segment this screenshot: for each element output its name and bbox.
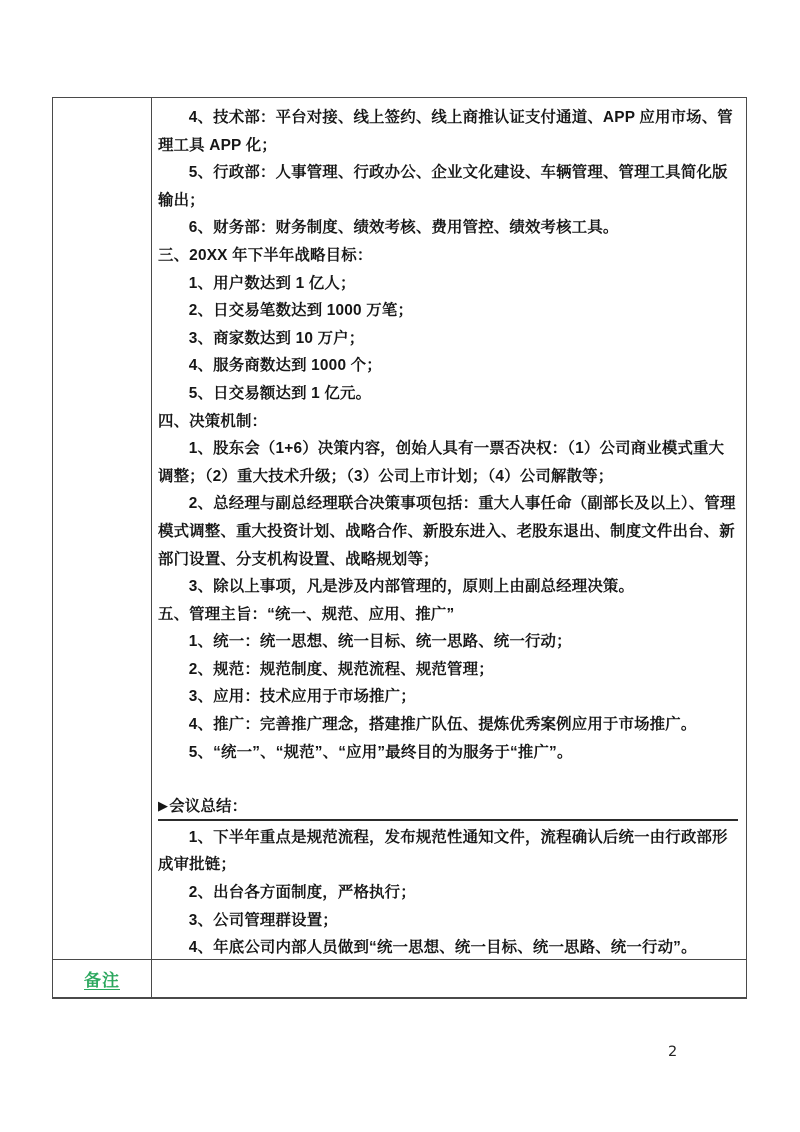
content-paragraph: 4、推广：完善推广理念，搭建推广队伍、提炼优秀案例应用于市场推广。 [188,716,697,734]
content-paragraph: 5、行政部：人事管理、行政办公、企业文化建设、车辆管理、管理工具简化版输出； [158,164,728,209]
meeting-summary-heading [158,794,738,821]
right-triangle-icon: ▶ [158,797,169,813]
summary-item: 4、年底公司内部人员做到“统一思想、统一目标、统一思路、统一行动”。 [188,939,697,957]
meeting-summary-heading-label: 会议总结： [169,797,248,815]
content-paragraph: 1、统一：统一思想、统一目标、统一思路、统一行动； [188,633,572,651]
page-number: 2 [668,1044,678,1060]
content-paragraph: 2、规范：规范制度、规范流程、规范管理； [188,660,494,678]
content-row [53,98,746,959]
content-paragraph: 4、服务商数达到 1000 个； [188,357,382,375]
meeting-minutes-table [52,97,747,999]
section-heading: 三、20XX 年下半年战略目标： [158,246,373,264]
content-paragraph: 1、用户数达到 1 亿人； [188,274,356,292]
content-cell [152,98,746,959]
section-heading: 四、决策机制： [158,412,268,430]
summary-item: 1、下半年重点是规范流程，发布规范性通知文件，流程确认后统一由行政部形成审批链； [158,828,728,874]
content-paragraph: 2、总经理与副总经理联合决策事项包括：重大人事任命（副部长及以上）、管理模式调整、重大投资计划、战略合作、新股东进入、老股东退出、制度文件出台、新部门设置、分支机构设置、战略规划等； [158,495,736,568]
remark-value-cell [152,960,746,997]
content-paragraph: 2、日交易笔数达到 1000 万笔； [188,302,414,320]
content-paragraph: 4、技术部：平台对接、线上签约、线上商推认证支付通道、APP 应用市场、管理工具 APP 化； [158,109,733,154]
summary-item: 2、出台各方面制度，严格执行； [188,884,416,902]
content-paragraph: 5、日交易额达到 1 亿元。 [188,384,372,402]
content-paragraph: 5、“统一”、“规范”、“应用”最终目的为服务于“推广”。 [188,743,573,761]
content-paragraph: 1、股东会（1+6）决策内容，创始人具有一票否决权：（1）公司商业模式重大调整；（2）重大技术升级；（3）公司上市计划；（4）公司解散等； [158,440,725,485]
content-paragraph: 3、除以上事项，凡是涉及内部管理的，原则上由副总经理决策。 [188,578,635,596]
content-paragraph: 6、财务部：财务制度、绩效考核、费用管控、绩效考核工具。 [188,219,619,237]
summary-item: 3、公司管理群设置； [188,911,338,929]
content-row-label-cell [53,98,152,959]
remark-row [53,959,746,997]
content-paragraph: 3、应用：技术应用于市场推广； [188,688,416,706]
remark-label: 备注 [84,971,120,990]
remark-label-cell [53,960,152,997]
content-paragraph: 3、商家数达到 10 万户； [188,329,365,347]
section-heading: 五、管理主旨：“统一、规范、应用、推广” [158,605,455,623]
